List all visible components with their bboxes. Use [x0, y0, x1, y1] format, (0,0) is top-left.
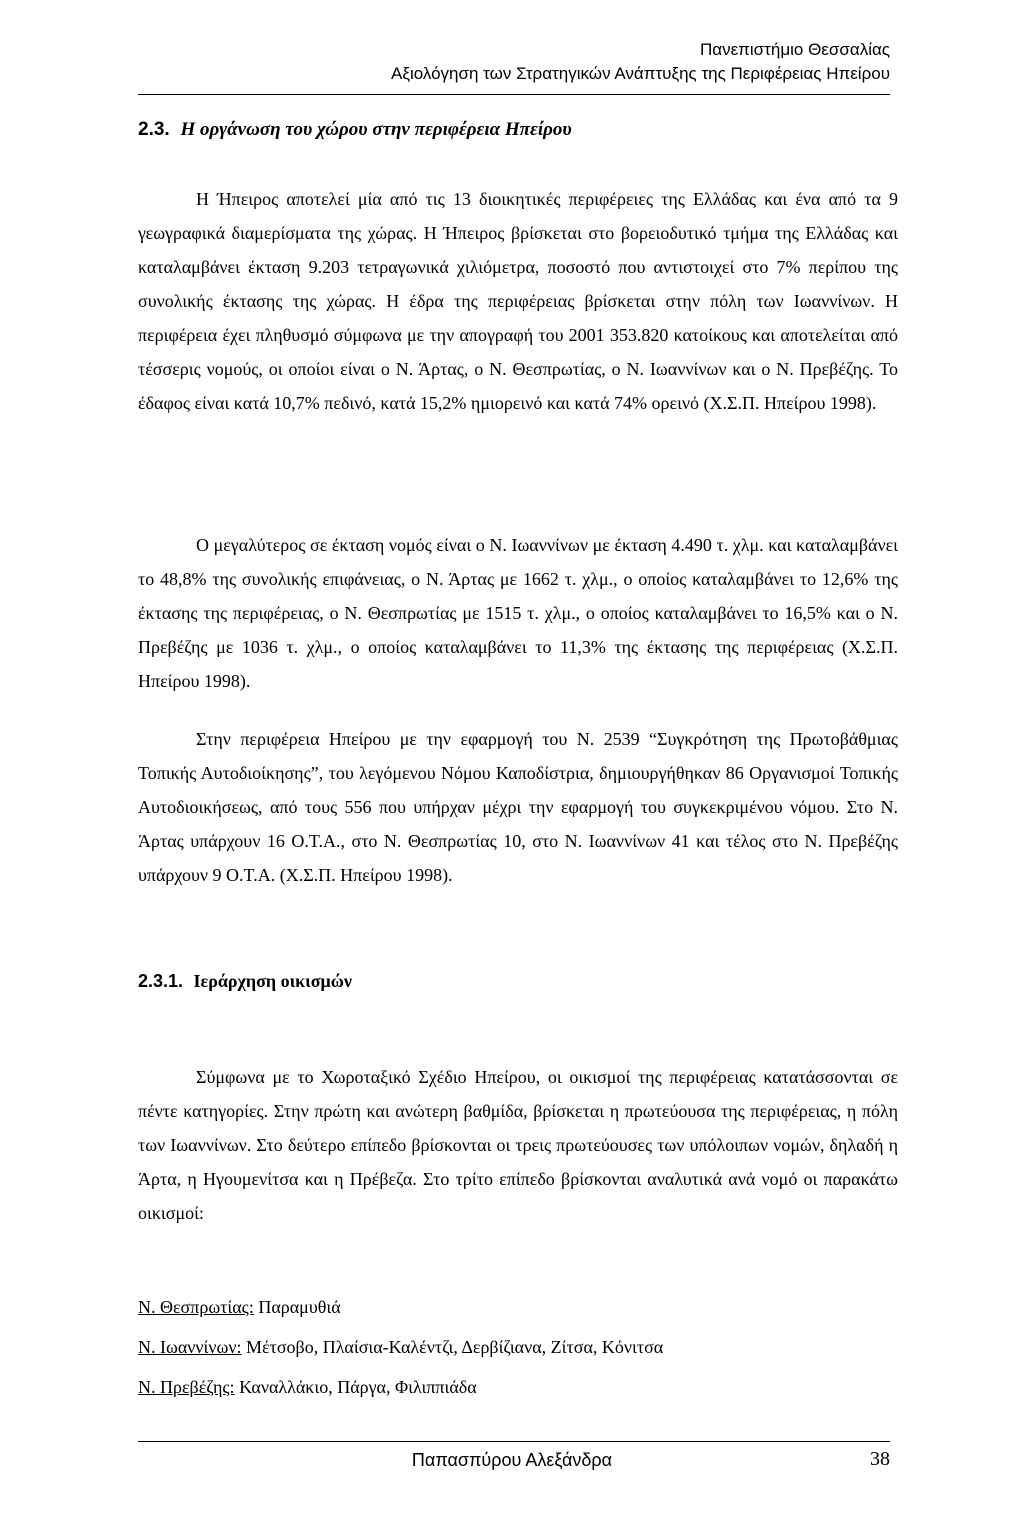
section-number: 2.3.	[138, 119, 170, 140]
header-university: Πανεπιστήμιο Θεσσαλίας	[699, 40, 890, 59]
prefecture-name: Θεσπρωτίας:	[160, 1297, 254, 1317]
subsection-heading	[138, 971, 352, 992]
header-thesis-title: Αξιολόγηση των Στρατηγικών Ανάπτυξης της Περιφέρειας Ηπείρου	[391, 64, 890, 83]
settlement-names: Καναλλάκιο, Πάργα, Φιλιππιάδα	[234, 1377, 477, 1397]
list-item: Ν. Πρεβέζης: Καναλλάκιο, Πάργα, Φιλιππιάδα	[138, 1377, 477, 1397]
paragraph-intro: Η Ήπειρος αποτελεί μία από τις 13 διοικητικές περιφέρειες της Ελλάδας και ένα από τα 9 γεωγραφικά διαμερίσματα της χώρας. Η Ήπειρος βρίσκεται στο βορειοδυτικό τμήμα της Ελλάδας και καταλαμβάνει έκταση 9.203 τετραγωνικά χιλιόμετρα, ποσοστό που αντιστοιχεί στο 7% περίπου της συνολικής έκτασης της χώρας. Η έδρα της περιφέρειας βρίσκεται στην πόλη των Ιωαννίνων. Η περιφέρεια έχει πληθυσμό σύμφωνα με την απογραφή του 2001 353.820 κατοίκους και αποτελείται από τέσσερις νομούς, οι οποίοι είναι ο Ν. Άρτας, ο Ν. Θεσπρωτίας, ο Ν. Ιωαννίνων και ο Ν. Πρεβέζης. Το έδαφος είναι κατά 10,7% πεδινό, κατά 15,2% ημιορεινό και κατά 74% ορεινό (Χ.Σ.Π. Ηπείρου 1998).	[138, 189, 898, 413]
list-item: Ν. Ιωαννίνων: Μέτσοβο, Πλαίσια-Καλέντζι, Δερβίζιανα, Ζίτσα, Κόνιτσα	[138, 1337, 664, 1357]
subsection-number: 2.3.1.	[138, 971, 184, 991]
list-item: Ν. Θεσπρωτίας: Παραμυθιά	[138, 1297, 341, 1317]
section-heading	[138, 119, 572, 141]
footer-author: Παπασπύρου Αλεξάνδρα	[411, 1450, 613, 1470]
settlement-names: Μέτσοβο, Πλαίσια-Καλέντζι, Δερβίζιανα, Ζίτσα, Κόνιτσα	[241, 1337, 664, 1357]
section-title: Η οργάνωση του χώρου στην περιφέρεια Ηπείρου	[180, 119, 572, 140]
prefecture-name: Πρεβέζης:	[160, 1377, 235, 1397]
paragraph-prefectures: Ο μεγαλύτερος σε έκταση νομός είναι ο Ν. Ιωαννίνων με έκταση 4.490 τ. χλμ. και καταλαμβάνει το 48,8% της συνολικής επιφάνειας, ο Ν. Άρτας με 1662 τ. χλμ., ο οποίος καταλαμβάνει το 12,6% της έκτασης της περιφέρειας, ο Ν. Θεσπρωτίας με 1515 τ. χλμ., ο οποίος καταλαμβάνει το 16,5% και ο Ν. Πρεβέζης με 1036 τ. χλμ., ο οποίος καταλαμβάνει το 11,3% της έκτασης της περιφέρειας (Χ.Σ.Π. Ηπείρου 1998).	[138, 535, 898, 691]
page-number: 38	[870, 1448, 890, 1470]
running-header	[138, 38, 890, 86]
paragraph-municipalities: Στην περιφέρεια Ηπείρου με την εφαρμογή του Ν. 2539 “Συγκρότηση της Πρωτοβάθμιας Τοπικής Αυτοδιοίκησης”, του λεγόμενου Νόμου Καποδίστρια, δημιουργήθηκαν 86 Οργανισμοί Τοπικής Αυτοδιοικήσεως, από τους 556 που υπήρχαν μέχρι την εφαρμογή του συγκεκριμένου νόμου. Στο Ν. Άρτας υπάρχουν 16 Ο.Τ.Α., στο Ν. Θεσπρωτίας 10, στο Ν. Ιωαννίνων 41 και τέλος στο Ν. Πρεβέζης υπάρχουν 9 Ο.Τ.Α. (Χ.Σ.Π. Ηπείρου 1998).	[138, 729, 898, 885]
prefecture-name: Ιωαννίνων:	[160, 1337, 242, 1357]
subsection-title: Ιεράρχηση οικισμών	[193, 971, 352, 991]
paragraph-settlements: Σύμφωνα με το Χωροταξικό Σχέδιο Ηπείρου, οι οικισμοί της περιφέρειας κατατάσσονται σε πέντε κατηγορίες. Στην πρώτη και ανώτερη βαθμίδα, βρίσκεται η πρωτεύουσα της περιφέρειας, η πόλη των Ιωαννίνων. Στο δεύτερο επίπεδο βρίσκονται οι τρεις πρωτεύουσες των υπόλοιπων νομών, δηλαδή η Άρτα, η Ηγουμενίτσα και η Πρέβεζα. Στο τρίτο επίπεδο βρίσκονται αναλυτικά ανά νομό οι παρακάτω οικισμοί:	[138, 1067, 898, 1223]
footer-divider	[138, 1441, 890, 1442]
header-divider	[138, 94, 890, 95]
settlement-names: Παραμυθιά	[253, 1297, 341, 1317]
